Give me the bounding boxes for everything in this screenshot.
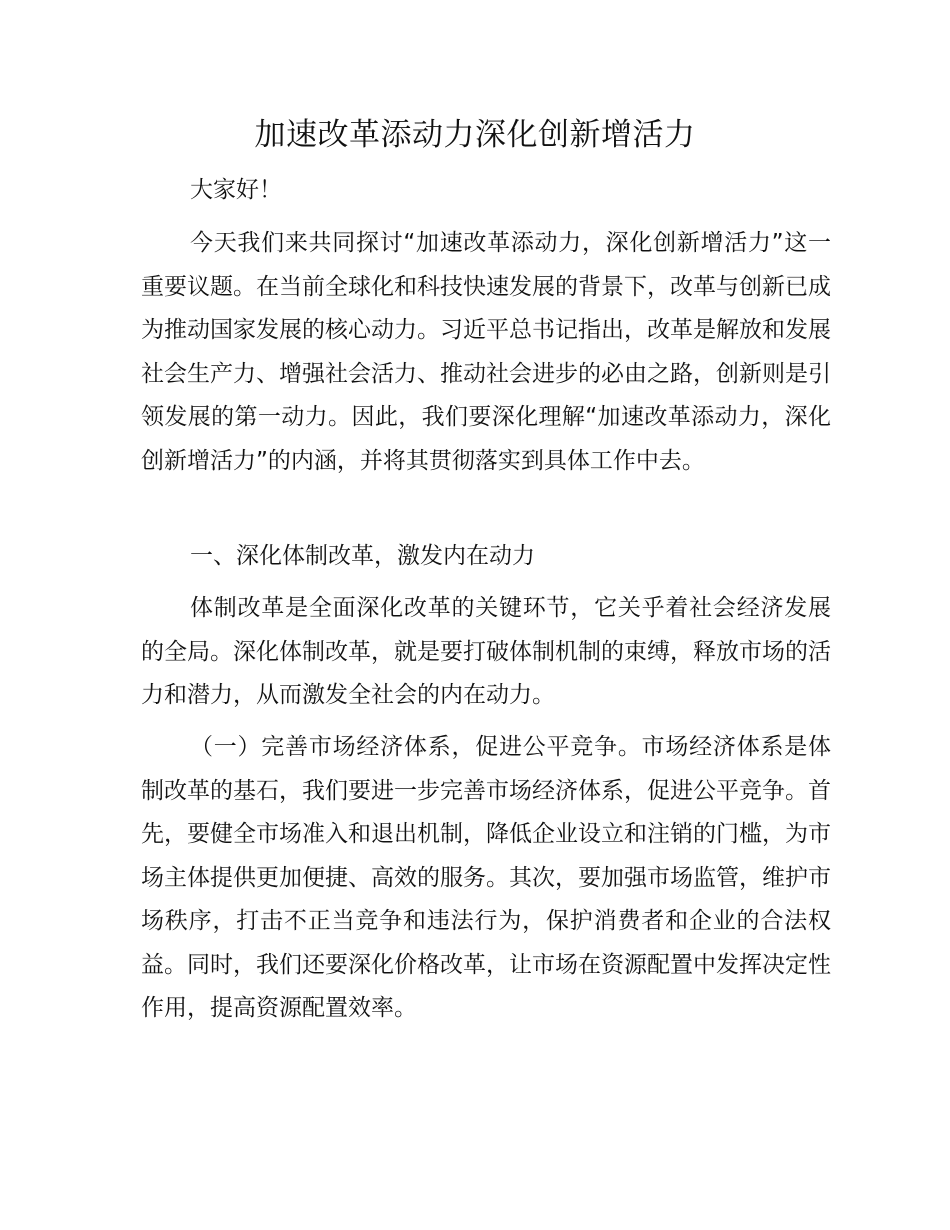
subsection-1-paragraph: （一）完善市场经济体系，促进公平竞争。市场经济体系是体制改革的基石，我们要进一步完善市场经济体系，促进公平竞争。首先，要健全市场准入和退出机制，降低企业设立和注销的门槛，为市场主体提供更加便捷、高效的服务。其次，要加强市场监管，维护市场秩序，打击不正当竞争和违法行为，保护消费者和企业的合法权益。同时，我们还要深化价格改革，让市场在资源配置中发挥决定性作用，提高资源配置效率。	[141, 734, 831, 1021]
section-1-paragraph: 体制改革是全面深化改革的关键环节，它关乎着社会经济发展的全局。深化体制改革，就是要打破体制机制的束缚，释放市场的活力和潜力，从而激发全社会的内在动力。	[141, 595, 831, 708]
document-title: 加速改革添动力深化创新增活力	[254, 117, 696, 153]
intro-paragraph: 今天我们来共同探讨“加速改革添动力，深化创新增活力”这一重要议题。在当前全球化和科技快速发展的背景下，改革与创新已成为推动国家发展的核心动力。习近平总书记指出，改革是解放和发展社会生产力、增强社会活力、推动社会进步的必由之路，创新则是引领发展的第一动力。因此，我们要深化理解“加速改革添动力，深化创新增活力”的内涵，并将其贯彻落实到具体工作中去。	[141, 230, 831, 474]
greeting-paragraph: 大家好！	[190, 177, 282, 203]
section-heading-1: 一、深化体制改革，激发内在动力	[190, 543, 535, 569]
